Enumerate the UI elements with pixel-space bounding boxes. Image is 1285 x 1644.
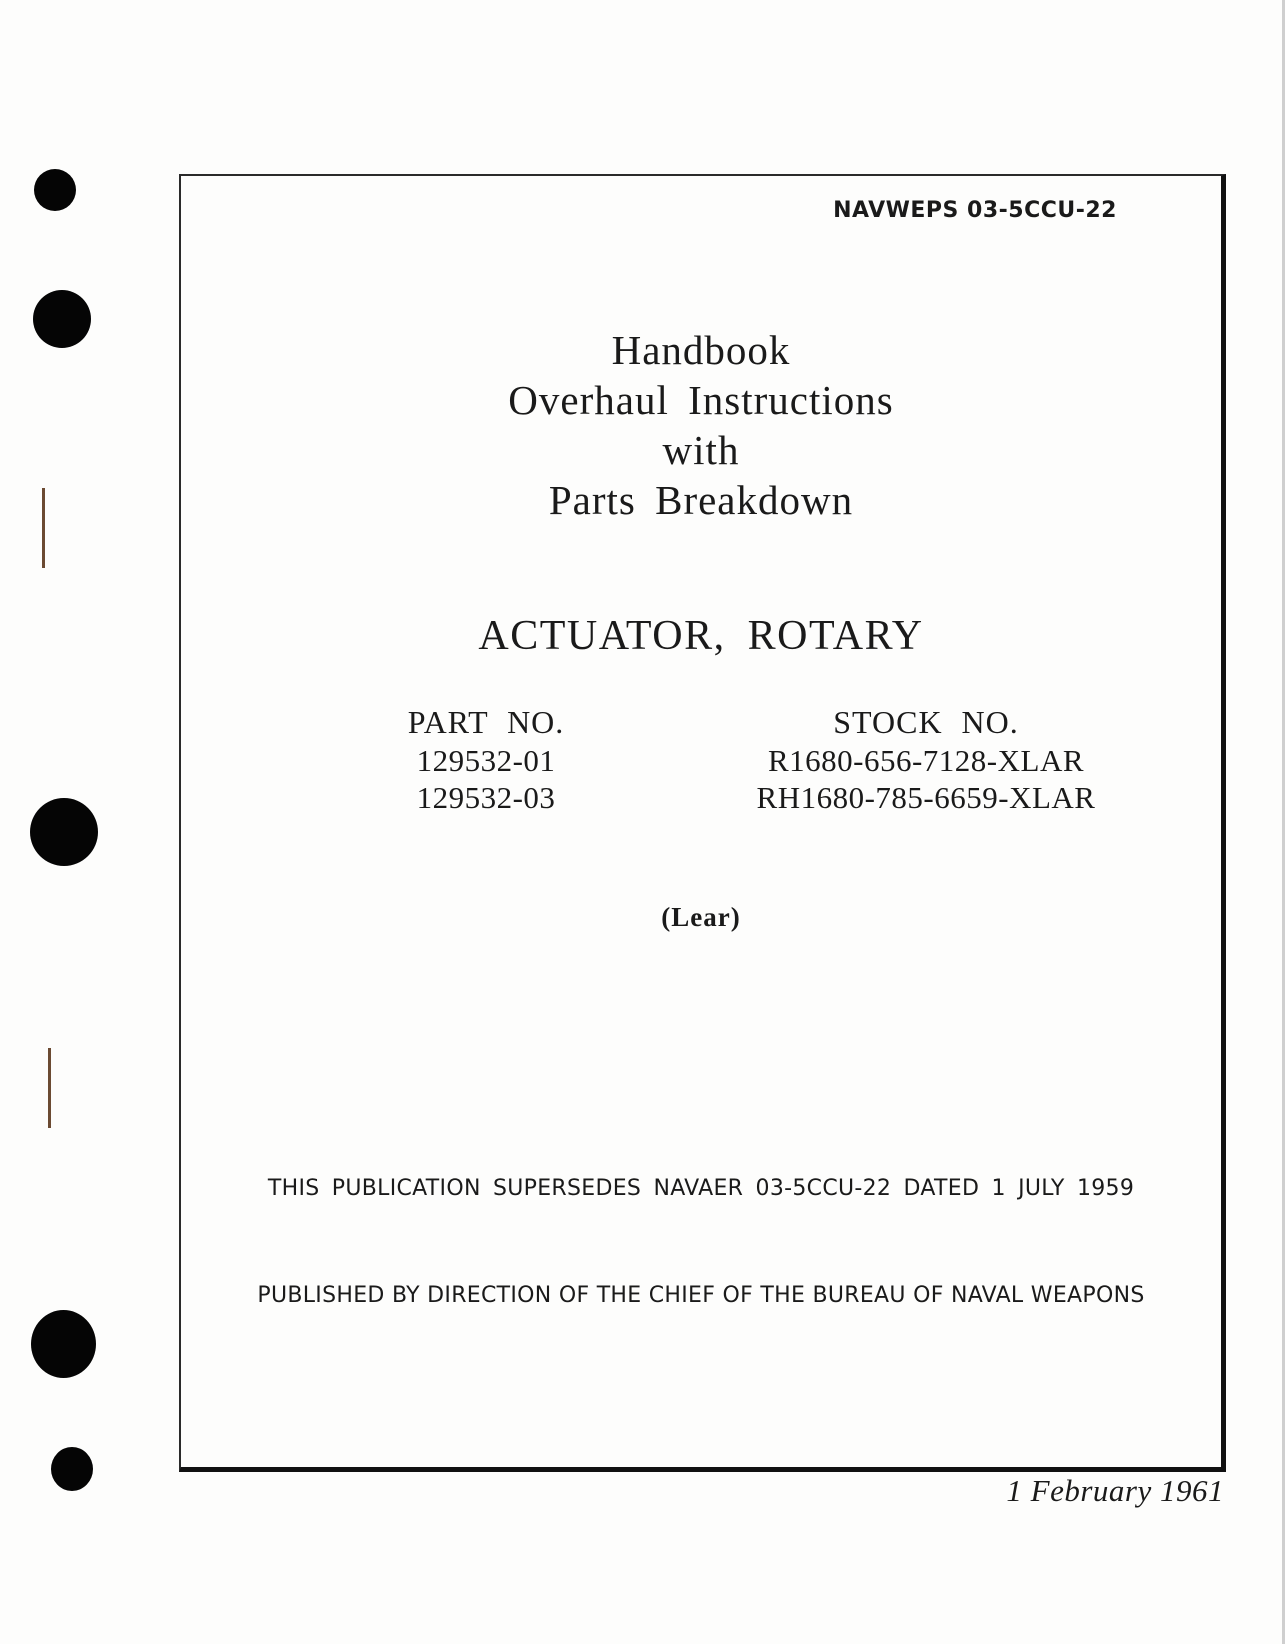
stock-number-column — [736, 702, 1116, 816]
title-block — [181, 325, 1221, 525]
staple-mark — [48, 1048, 51, 1128]
publication-date: 1 February 1961 — [1006, 1473, 1224, 1508]
binder-hole — [33, 290, 91, 348]
title-line: Handbook — [611, 327, 791, 373]
stock-number: RH1680-785-6659-XLAR — [756, 780, 1096, 815]
binder-hole — [34, 169, 76, 211]
stock-number-header: STOCK NO. — [833, 704, 1019, 740]
staple-mark — [42, 488, 45, 568]
part-number: 129532-01 — [416, 743, 556, 778]
part-number-header: PART NO. — [407, 704, 565, 740]
supersedes-notice: THIS PUBLICATION SUPERSEDES NAVAER 03-5CCU-22 DATED 1 JULY 1959 — [267, 1176, 1135, 1201]
cover-frame — [179, 174, 1226, 1472]
part-number: 129532-03 — [416, 780, 556, 815]
document-number: NAVWEPS 03-5CCU-22 — [833, 198, 1117, 223]
title-line: Parts Breakdown — [548, 477, 854, 523]
publisher-notice: PUBLISHED BY DIRECTION OF THE CHIEF OF THE BUREAU OF NAVAL WEAPONS — [257, 1283, 1145, 1308]
part-number-column — [361, 702, 611, 816]
binder-hole — [51, 1447, 93, 1491]
binder-hole — [30, 798, 98, 866]
manufacturer-label: (Lear) — [661, 902, 741, 932]
binder-hole — [31, 1310, 96, 1378]
stock-number: R1680-656-7128-XLAR — [767, 743, 1085, 778]
title-line: with — [662, 427, 740, 473]
subject-title: ACTUATOR, ROTARY — [478, 613, 924, 659]
title-line: Overhaul Instructions — [508, 377, 894, 423]
